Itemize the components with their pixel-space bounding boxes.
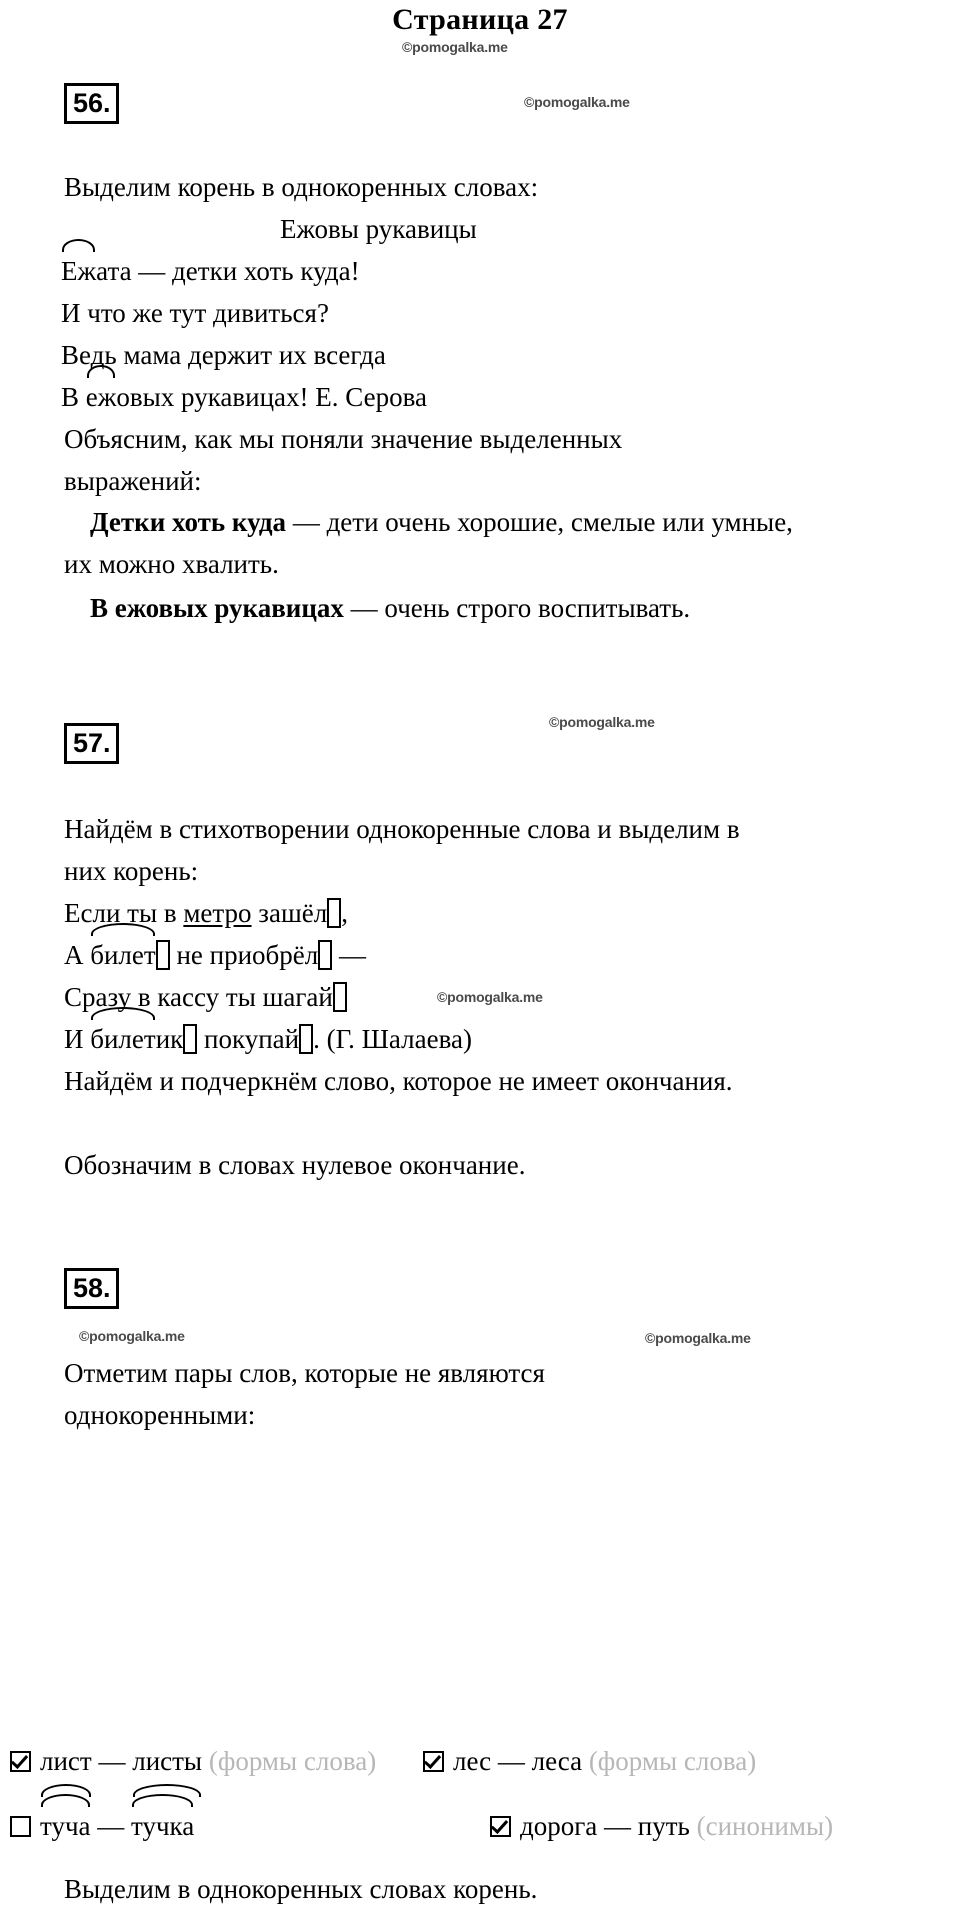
zero-ending-box [333,982,347,1012]
pair-word: путь [637,1811,690,1841]
root-marker: билет [90,934,155,976]
word-with-root-arc: тучка [131,1805,194,1847]
definition-meaning: дети очень хорошие, смелые или умные, их можно хвалить. [64,507,793,579]
poem-line-prefix: В [61,382,86,412]
word-pair-item[interactable] [10,1740,376,1782]
em-dash: — [292,507,320,537]
watermark: ©pomogalka.me [645,1330,751,1346]
watermark: ©pomogalka.me [437,989,543,1005]
poem-line [64,934,366,976]
definition-item [64,587,864,629]
zero-ending-box [299,1024,313,1054]
zero-ending-box [156,940,170,970]
poem-line-text: зашёл [251,898,328,928]
poem-line-text: А [64,940,91,970]
word-with-root-arc: туча [40,1805,91,1847]
pair-note: (формы слова) [588,1746,757,1776]
exercise-56-intro: Выделим корень в однокоренных словах: [64,172,539,202]
word-pair-item[interactable] [423,1740,756,1782]
poem-line-text: , [341,898,348,928]
exercise-number-57: 57. [64,723,119,764]
poem-line-text: Если ты в [64,898,184,928]
pair-word: леса [531,1746,583,1776]
pair-word: лес [453,1746,492,1776]
watermark: ©pomogalka.me [549,714,655,730]
poem-author: (Г. Шалаева) [326,1024,472,1054]
exercise-57-task-1: Найдём и подчеркнём слово, которое не имеет окончания. [64,1066,733,1096]
watermark: ©pomogalka.me [524,94,630,110]
exercise-57-task-2: Обозначим в словах нулевое окончание. [64,1150,526,1180]
poem-line [61,376,427,418]
exercise-56-poem-title: Ежовы рукавицы [280,214,477,244]
root-marker: билет [90,1018,155,1060]
poem-line-text: ата — детки хоть куда! [96,256,360,286]
em-dash: — [98,1746,126,1776]
zero-ending-box [183,1024,197,1054]
exercise-number-56: 56. [64,83,119,124]
page-title: Страница 27 [392,3,568,36]
pair-note: (формы слова) [208,1746,377,1776]
exercise-57-intro: Найдём в стихотворении однокоренные слова и выделим в них корень: [64,814,740,886]
poem-line [61,250,360,292]
em-dash: — [497,1746,525,1776]
exercise-56-task: Объясним, как мы поняли значение выделенных выражений: [64,424,623,496]
em-dash: — [97,1811,125,1841]
poem-line: И что же тут дивиться? [61,298,329,328]
root-marker: еж [86,376,117,418]
poem-line-text: Сразу в кассу ты шагай [64,982,333,1012]
word-with-root-arc: лист [40,1740,92,1782]
zero-ending-box [318,940,332,970]
checkbox-unchecked[interactable] [10,1816,31,1837]
poem-line-text: ик [155,1024,184,1054]
checkbox-checked[interactable] [423,1751,444,1772]
watermark: ©pomogalka.me [402,39,508,55]
word-pair-item[interactable] [490,1805,833,1847]
zero-ending-box [327,898,341,928]
poem-line-text: не приобрёл [169,940,319,970]
definition-meaning: очень строго воспитывать. [384,593,691,623]
em-dash: — [604,1811,632,1841]
root-marker: Еж [61,250,96,292]
poem-line [64,1018,472,1060]
poem-line-text: И [64,1024,91,1054]
checkbox-checked[interactable] [490,1816,511,1837]
checkbox-checked[interactable] [10,1751,31,1772]
poem-line-text: — [332,940,366,970]
definition-term: Детки хоть куда [90,507,287,537]
definition-term: В ежовых рукавицах [90,593,344,623]
word-pair-item[interactable] [10,1805,194,1847]
poem-line-text: покупай [197,1024,300,1054]
exercise-number-58: 58. [64,1268,119,1309]
poem-line-text: овых рукавицах! Е. Серова [116,382,427,412]
watermark: ©pomogalka.me [79,1328,185,1344]
pair-note: (синонимы) [696,1811,834,1841]
exercise-58-intro: Отметим пары слов, которые не являются однокоренными: [64,1358,545,1430]
exercise-58-final-task: Выделим в однокоренных словах корень. [64,1874,538,1904]
definition-item [64,501,804,585]
em-dash: — [350,593,378,623]
word-with-root-arc: листы [132,1740,202,1782]
pair-word: дорога [520,1811,598,1841]
underlined-word: метро [183,898,252,928]
poem-line: Ведь мама держит их всегда [61,340,386,370]
poem-line-text: . [313,1024,327,1054]
